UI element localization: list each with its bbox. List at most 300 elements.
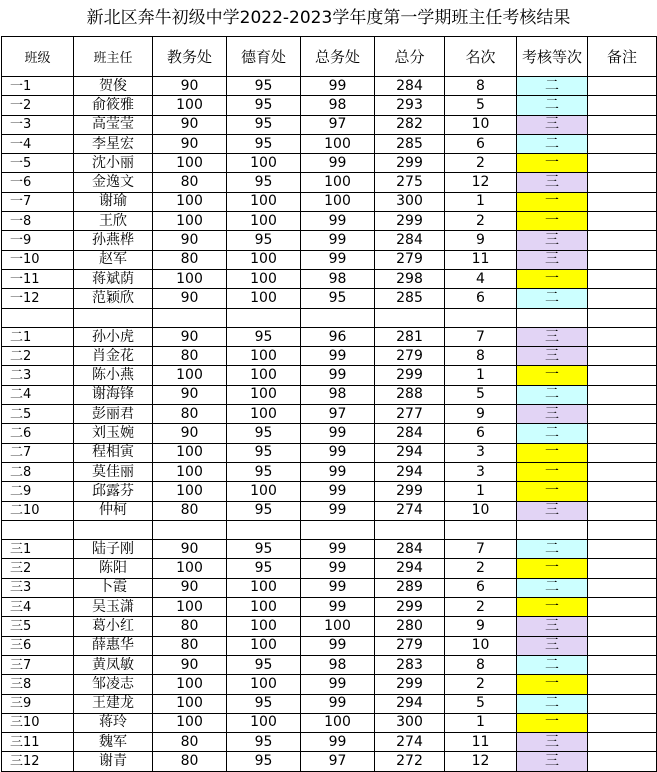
rank-cell[interactable]: 10 — [445, 501, 517, 520]
remarks-cell[interactable] — [588, 385, 657, 404]
empty-cell[interactable] — [588, 308, 657, 327]
teacher-cell[interactable]: 吴玉潇 — [74, 598, 153, 617]
general-cell[interactable]: 99 — [301, 366, 375, 385]
class-cell[interactable]: 一10 — [2, 250, 74, 269]
remarks-cell[interactable] — [588, 733, 657, 752]
teacher-cell[interactable]: 陆子刚 — [74, 540, 153, 559]
general-cell[interactable]: 99 — [301, 212, 375, 231]
remarks-cell[interactable] — [588, 347, 657, 366]
academic-cell[interactable]: 100 — [153, 694, 227, 713]
grade-cell[interactable]: 二 — [517, 289, 588, 308]
general-cell[interactable]: 99 — [301, 462, 375, 481]
teacher-cell[interactable]: 葛小红 — [74, 617, 153, 636]
rank-cell[interactable]: 10 — [445, 115, 517, 134]
teacher-cell[interactable]: 贺俊 — [74, 77, 153, 96]
empty-cell[interactable] — [153, 308, 227, 327]
general-cell[interactable]: 99 — [301, 501, 375, 520]
remarks-cell[interactable] — [588, 559, 657, 578]
general-cell[interactable]: 98 — [301, 655, 375, 674]
general-cell[interactable]: 100 — [301, 173, 375, 192]
total-cell[interactable]: 272 — [375, 752, 445, 771]
teacher-cell[interactable]: 俞筱雅 — [74, 96, 153, 115]
academic-cell[interactable]: 100 — [153, 212, 227, 231]
general-cell[interactable]: 100 — [301, 134, 375, 153]
rank-cell[interactable]: 11 — [445, 733, 517, 752]
general-cell[interactable]: 99 — [301, 482, 375, 501]
class-cell[interactable]: 一5 — [2, 154, 74, 173]
total-cell[interactable]: 300 — [375, 192, 445, 211]
remarks-cell[interactable] — [588, 443, 657, 462]
teacher-cell[interactable]: 黄凤敏 — [74, 655, 153, 674]
general-cell[interactable]: 99 — [301, 154, 375, 173]
grade-cell[interactable]: 二 — [517, 540, 588, 559]
academic-cell[interactable]: 80 — [153, 636, 227, 655]
class-cell[interactable]: 一6 — [2, 173, 74, 192]
rank-cell[interactable]: 9 — [445, 617, 517, 636]
general-cell[interactable]: 96 — [301, 327, 375, 346]
class-cell[interactable]: 一12 — [2, 289, 74, 308]
class-cell[interactable]: 三10 — [2, 713, 74, 732]
class-cell[interactable]: 三5 — [2, 617, 74, 636]
class-cell[interactable]: 一3 — [2, 115, 74, 134]
empty-cell[interactable] — [227, 520, 301, 539]
empty-cell[interactable] — [301, 520, 375, 539]
general-cell[interactable]: 99 — [301, 443, 375, 462]
academic-cell[interactable]: 90 — [153, 327, 227, 346]
teacher-cell[interactable]: 高莹莹 — [74, 115, 153, 134]
general-cell[interactable]: 99 — [301, 694, 375, 713]
moral-cell[interactable]: 100 — [227, 617, 301, 636]
moral-cell[interactable]: 100 — [227, 269, 301, 288]
teacher-cell[interactable]: 彭丽君 — [74, 405, 153, 424]
rank-cell[interactable]: 6 — [445, 424, 517, 443]
grade-cell[interactable]: 二 — [517, 424, 588, 443]
rank-cell[interactable]: 7 — [445, 540, 517, 559]
total-cell[interactable]: 299 — [375, 675, 445, 694]
moral-cell[interactable]: 95 — [227, 134, 301, 153]
remarks-cell[interactable] — [588, 77, 657, 96]
grade-cell[interactable]: 三 — [517, 173, 588, 192]
total-cell[interactable]: 279 — [375, 636, 445, 655]
general-cell[interactable]: 98 — [301, 96, 375, 115]
grade-cell[interactable]: 一 — [517, 154, 588, 173]
general-cell[interactable]: 98 — [301, 385, 375, 404]
rank-cell[interactable]: 3 — [445, 462, 517, 481]
grade-cell[interactable]: 一 — [517, 443, 588, 462]
teacher-cell[interactable]: 邹凌志 — [74, 675, 153, 694]
total-cell[interactable]: 277 — [375, 405, 445, 424]
remarks-cell[interactable] — [588, 192, 657, 211]
remarks-cell[interactable] — [588, 752, 657, 771]
teacher-cell[interactable]: 谢青 — [74, 752, 153, 771]
academic-cell[interactable]: 80 — [153, 173, 227, 192]
total-cell[interactable]: 285 — [375, 134, 445, 153]
general-cell[interactable]: 99 — [301, 540, 375, 559]
class-cell[interactable]: 三11 — [2, 733, 74, 752]
remarks-cell[interactable] — [588, 540, 657, 559]
empty-cell[interactable] — [445, 308, 517, 327]
class-cell[interactable]: 二4 — [2, 385, 74, 404]
rank-cell[interactable]: 2 — [445, 598, 517, 617]
class-cell[interactable]: 三7 — [2, 655, 74, 674]
remarks-cell[interactable] — [588, 675, 657, 694]
moral-cell[interactable]: 95 — [227, 694, 301, 713]
empty-cell[interactable] — [375, 520, 445, 539]
teacher-cell[interactable]: 王建龙 — [74, 694, 153, 713]
grade-cell[interactable]: 二 — [517, 694, 588, 713]
grade-cell[interactable]: 三 — [517, 617, 588, 636]
remarks-cell[interactable] — [588, 636, 657, 655]
remarks-cell[interactable] — [588, 598, 657, 617]
general-cell[interactable]: 97 — [301, 405, 375, 424]
remarks-cell[interactable] — [588, 424, 657, 443]
teacher-cell[interactable]: 邱露芬 — [74, 482, 153, 501]
grade-cell[interactable]: 三 — [517, 327, 588, 346]
academic-cell[interactable]: 90 — [153, 289, 227, 308]
total-cell[interactable]: 293 — [375, 96, 445, 115]
general-cell[interactable]: 99 — [301, 578, 375, 597]
academic-cell[interactable]: 90 — [153, 231, 227, 250]
total-cell[interactable]: 285 — [375, 289, 445, 308]
moral-cell[interactable]: 100 — [227, 385, 301, 404]
total-cell[interactable]: 289 — [375, 578, 445, 597]
grade-cell[interactable]: 三 — [517, 501, 588, 520]
academic-cell[interactable]: 90 — [153, 655, 227, 674]
total-cell[interactable]: 294 — [375, 694, 445, 713]
grade-cell[interactable]: 三 — [517, 115, 588, 134]
academic-cell[interactable]: 90 — [153, 385, 227, 404]
class-cell[interactable]: 三6 — [2, 636, 74, 655]
academic-cell[interactable]: 100 — [153, 443, 227, 462]
academic-cell[interactable]: 100 — [153, 598, 227, 617]
total-cell[interactable]: 284 — [375, 540, 445, 559]
remarks-cell[interactable] — [588, 231, 657, 250]
rank-cell[interactable]: 2 — [445, 559, 517, 578]
academic-cell[interactable]: 80 — [153, 733, 227, 752]
teacher-cell[interactable]: 范颖欣 — [74, 289, 153, 308]
moral-cell[interactable]: 100 — [227, 154, 301, 173]
moral-cell[interactable]: 95 — [227, 424, 301, 443]
rank-cell[interactable]: 1 — [445, 713, 517, 732]
moral-cell[interactable]: 95 — [227, 231, 301, 250]
academic-cell[interactable]: 100 — [153, 713, 227, 732]
general-cell[interactable]: 99 — [301, 250, 375, 269]
academic-cell[interactable]: 90 — [153, 424, 227, 443]
class-cell[interactable]: 一9 — [2, 231, 74, 250]
empty-cell[interactable] — [375, 308, 445, 327]
academic-cell[interactable]: 100 — [153, 192, 227, 211]
remarks-cell[interactable] — [588, 617, 657, 636]
rank-cell[interactable]: 6 — [445, 134, 517, 153]
total-cell[interactable]: 294 — [375, 559, 445, 578]
class-cell[interactable]: 三2 — [2, 559, 74, 578]
total-cell[interactable]: 294 — [375, 462, 445, 481]
total-cell[interactable]: 279 — [375, 250, 445, 269]
teacher-cell[interactable]: 程相寅 — [74, 443, 153, 462]
rank-cell[interactable]: 2 — [445, 154, 517, 173]
total-cell[interactable]: 298 — [375, 269, 445, 288]
teacher-cell[interactable]: 蒋玲 — [74, 713, 153, 732]
remarks-cell[interactable] — [588, 366, 657, 385]
remarks-cell[interactable] — [588, 713, 657, 732]
class-cell[interactable]: 二8 — [2, 462, 74, 481]
general-cell[interactable]: 97 — [301, 752, 375, 771]
class-cell[interactable]: 三1 — [2, 540, 74, 559]
rank-cell[interactable]: 1 — [445, 482, 517, 501]
general-cell[interactable]: 100 — [301, 617, 375, 636]
remarks-cell[interactable] — [588, 482, 657, 501]
total-cell[interactable]: 299 — [375, 482, 445, 501]
class-cell[interactable]: 三8 — [2, 675, 74, 694]
general-cell[interactable]: 99 — [301, 347, 375, 366]
teacher-cell[interactable]: 李星宏 — [74, 134, 153, 153]
remarks-cell[interactable] — [588, 250, 657, 269]
general-cell[interactable]: 99 — [301, 77, 375, 96]
grade-cell[interactable]: 一 — [517, 675, 588, 694]
grade-cell[interactable]: 一 — [517, 269, 588, 288]
moral-cell[interactable]: 100 — [227, 366, 301, 385]
moral-cell[interactable]: 95 — [227, 77, 301, 96]
academic-cell[interactable]: 80 — [153, 752, 227, 771]
grade-cell[interactable]: 二 — [517, 96, 588, 115]
moral-cell[interactable]: 100 — [227, 675, 301, 694]
academic-cell[interactable]: 100 — [153, 96, 227, 115]
moral-cell[interactable]: 95 — [227, 173, 301, 192]
rank-cell[interactable]: 7 — [445, 327, 517, 346]
teacher-cell[interactable]: 王欣 — [74, 212, 153, 231]
moral-cell[interactable]: 95 — [227, 559, 301, 578]
academic-cell[interactable]: 80 — [153, 405, 227, 424]
grade-cell[interactable]: 二 — [517, 77, 588, 96]
class-cell[interactable]: 三12 — [2, 752, 74, 771]
grade-cell[interactable]: 二 — [517, 134, 588, 153]
grade-cell[interactable]: 一 — [517, 482, 588, 501]
academic-cell[interactable]: 100 — [153, 462, 227, 481]
grade-cell[interactable]: 三 — [517, 347, 588, 366]
moral-cell[interactable]: 100 — [227, 482, 301, 501]
academic-cell[interactable]: 90 — [153, 540, 227, 559]
remarks-cell[interactable] — [588, 327, 657, 346]
moral-cell[interactable]: 95 — [227, 655, 301, 674]
moral-cell[interactable]: 100 — [227, 250, 301, 269]
teacher-cell[interactable]: 金逸文 — [74, 173, 153, 192]
moral-cell[interactable]: 95 — [227, 115, 301, 134]
teacher-cell[interactable]: 刘玉婉 — [74, 424, 153, 443]
moral-cell[interactable]: 95 — [227, 501, 301, 520]
grade-cell[interactable]: 三 — [517, 733, 588, 752]
general-cell[interactable]: 95 — [301, 289, 375, 308]
class-cell[interactable]: 二10 — [2, 501, 74, 520]
empty-cell[interactable] — [74, 520, 153, 539]
moral-cell[interactable]: 100 — [227, 289, 301, 308]
empty-cell[interactable] — [517, 308, 588, 327]
total-cell[interactable]: 299 — [375, 212, 445, 231]
teacher-cell[interactable]: 孙小虎 — [74, 327, 153, 346]
total-cell[interactable]: 299 — [375, 366, 445, 385]
grade-cell[interactable]: 一 — [517, 598, 588, 617]
rank-cell[interactable]: 1 — [445, 366, 517, 385]
class-cell[interactable]: 三3 — [2, 578, 74, 597]
general-cell[interactable]: 99 — [301, 675, 375, 694]
moral-cell[interactable]: 95 — [227, 96, 301, 115]
rank-cell[interactable]: 8 — [445, 347, 517, 366]
rank-cell[interactable]: 12 — [445, 173, 517, 192]
moral-cell[interactable]: 100 — [227, 192, 301, 211]
teacher-cell[interactable]: 莫佳丽 — [74, 462, 153, 481]
total-cell[interactable]: 284 — [375, 231, 445, 250]
remarks-cell[interactable] — [588, 694, 657, 713]
class-cell[interactable]: 一8 — [2, 212, 74, 231]
moral-cell[interactable]: 100 — [227, 636, 301, 655]
moral-cell[interactable]: 95 — [227, 462, 301, 481]
academic-cell[interactable]: 100 — [153, 482, 227, 501]
teacher-cell[interactable]: 沈小丽 — [74, 154, 153, 173]
general-cell[interactable]: 99 — [301, 598, 375, 617]
grade-cell[interactable]: 一 — [517, 212, 588, 231]
teacher-cell[interactable]: 陈小燕 — [74, 366, 153, 385]
class-cell[interactable]: 二6 — [2, 424, 74, 443]
academic-cell[interactable]: 90 — [153, 134, 227, 153]
remarks-cell[interactable] — [588, 578, 657, 597]
class-cell[interactable]: 二5 — [2, 405, 74, 424]
rank-cell[interactable]: 5 — [445, 694, 517, 713]
rank-cell[interactable]: 4 — [445, 269, 517, 288]
teacher-cell[interactable]: 孙燕桦 — [74, 231, 153, 250]
rank-cell[interactable]: 1 — [445, 192, 517, 211]
moral-cell[interactable]: 100 — [227, 212, 301, 231]
teacher-cell[interactable]: 仲柯 — [74, 501, 153, 520]
remarks-cell[interactable] — [588, 173, 657, 192]
moral-cell[interactable]: 95 — [227, 733, 301, 752]
academic-cell[interactable]: 80 — [153, 501, 227, 520]
remarks-cell[interactable] — [588, 96, 657, 115]
remarks-cell[interactable] — [588, 212, 657, 231]
rank-cell[interactable]: 6 — [445, 578, 517, 597]
grade-cell[interactable]: 一 — [517, 462, 588, 481]
teacher-cell[interactable]: 肖金花 — [74, 347, 153, 366]
moral-cell[interactable]: 95 — [227, 752, 301, 771]
rank-cell[interactable]: 10 — [445, 636, 517, 655]
teacher-cell[interactable]: 陈阳 — [74, 559, 153, 578]
academic-cell[interactable]: 80 — [153, 617, 227, 636]
total-cell[interactable]: 274 — [375, 501, 445, 520]
class-cell[interactable]: 二7 — [2, 443, 74, 462]
general-cell[interactable]: 97 — [301, 115, 375, 134]
total-cell[interactable]: 299 — [375, 598, 445, 617]
empty-cell[interactable] — [445, 520, 517, 539]
academic-cell[interactable]: 100 — [153, 559, 227, 578]
rank-cell[interactable]: 2 — [445, 212, 517, 231]
grade-cell[interactable]: 三 — [517, 250, 588, 269]
remarks-cell[interactable] — [588, 501, 657, 520]
grade-cell[interactable]: 二 — [517, 655, 588, 674]
teacher-cell[interactable]: 谢海锋 — [74, 385, 153, 404]
remarks-cell[interactable] — [588, 154, 657, 173]
moral-cell[interactable]: 95 — [227, 443, 301, 462]
class-cell[interactable]: 二9 — [2, 482, 74, 501]
remarks-cell[interactable] — [588, 655, 657, 674]
general-cell[interactable]: 99 — [301, 636, 375, 655]
empty-cell[interactable] — [227, 308, 301, 327]
rank-cell[interactable]: 8 — [445, 77, 517, 96]
class-cell[interactable]: 一1 — [2, 77, 74, 96]
class-cell[interactable]: 一4 — [2, 134, 74, 153]
academic-cell[interactable]: 100 — [153, 269, 227, 288]
grade-cell[interactable]: 三 — [517, 636, 588, 655]
empty-cell[interactable] — [588, 520, 657, 539]
grade-cell[interactable]: 一 — [517, 559, 588, 578]
teacher-cell[interactable]: 谢瑜 — [74, 192, 153, 211]
total-cell[interactable]: 288 — [375, 385, 445, 404]
moral-cell[interactable]: 95 — [227, 327, 301, 346]
grade-cell[interactable]: 二 — [517, 578, 588, 597]
empty-cell[interactable] — [74, 308, 153, 327]
teacher-cell[interactable]: 卜霞 — [74, 578, 153, 597]
academic-cell[interactable]: 100 — [153, 675, 227, 694]
grade-cell[interactable]: 三 — [517, 752, 588, 771]
moral-cell[interactable]: 100 — [227, 578, 301, 597]
moral-cell[interactable]: 95 — [227, 540, 301, 559]
rank-cell[interactable]: 5 — [445, 96, 517, 115]
teacher-cell[interactable]: 蒋斌荫 — [74, 269, 153, 288]
teacher-cell[interactable]: 魏军 — [74, 733, 153, 752]
academic-cell[interactable]: 90 — [153, 578, 227, 597]
academic-cell[interactable]: 100 — [153, 366, 227, 385]
general-cell[interactable]: 99 — [301, 231, 375, 250]
grade-cell[interactable]: 二 — [517, 385, 588, 404]
class-cell[interactable]: 一7 — [2, 192, 74, 211]
remarks-cell[interactable] — [588, 462, 657, 481]
teacher-cell[interactable]: 薛惠华 — [74, 636, 153, 655]
remarks-cell[interactable] — [588, 115, 657, 134]
grade-cell[interactable]: 三 — [517, 405, 588, 424]
rank-cell[interactable]: 3 — [445, 443, 517, 462]
class-cell[interactable]: 一11 — [2, 269, 74, 288]
rank-cell[interactable]: 11 — [445, 250, 517, 269]
academic-cell[interactable]: 90 — [153, 115, 227, 134]
general-cell[interactable]: 100 — [301, 713, 375, 732]
class-cell[interactable]: 二1 — [2, 327, 74, 346]
general-cell[interactable]: 99 — [301, 424, 375, 443]
moral-cell[interactable]: 100 — [227, 347, 301, 366]
academic-cell[interactable]: 100 — [153, 154, 227, 173]
total-cell[interactable]: 279 — [375, 347, 445, 366]
general-cell[interactable]: 99 — [301, 733, 375, 752]
empty-cell[interactable] — [2, 520, 74, 539]
rank-cell[interactable]: 12 — [445, 752, 517, 771]
remarks-cell[interactable] — [588, 134, 657, 153]
moral-cell[interactable]: 100 — [227, 713, 301, 732]
total-cell[interactable]: 275 — [375, 173, 445, 192]
academic-cell[interactable]: 80 — [153, 347, 227, 366]
rank-cell[interactable]: 9 — [445, 405, 517, 424]
total-cell[interactable]: 299 — [375, 154, 445, 173]
total-cell[interactable]: 280 — [375, 617, 445, 636]
grade-cell[interactable]: 一 — [517, 192, 588, 211]
class-cell[interactable]: 一2 — [2, 96, 74, 115]
total-cell[interactable]: 281 — [375, 327, 445, 346]
general-cell[interactable]: 99 — [301, 559, 375, 578]
total-cell[interactable]: 300 — [375, 713, 445, 732]
total-cell[interactable]: 294 — [375, 443, 445, 462]
general-cell[interactable]: 100 — [301, 192, 375, 211]
moral-cell[interactable]: 100 — [227, 405, 301, 424]
empty-cell[interactable] — [153, 520, 227, 539]
remarks-cell[interactable] — [588, 289, 657, 308]
class-cell[interactable]: 二2 — [2, 347, 74, 366]
grade-cell[interactable]: 一 — [517, 366, 588, 385]
general-cell[interactable]: 98 — [301, 269, 375, 288]
